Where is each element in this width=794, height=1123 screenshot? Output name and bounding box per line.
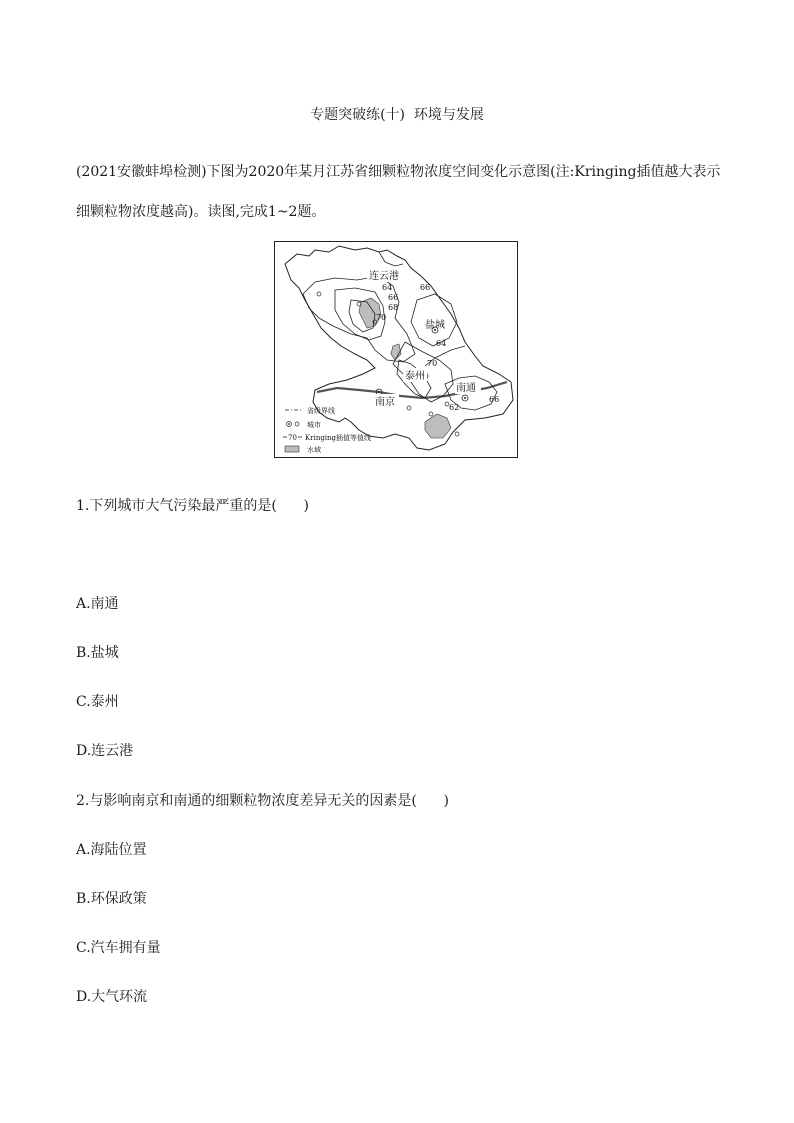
- question-1-option-a[interactable]: A.南通: [76, 596, 119, 612]
- contour-label: 62: [449, 403, 460, 412]
- question-1-option-b[interactable]: B.盐城: [76, 645, 119, 661]
- city-marker-nantong: [462, 395, 468, 401]
- question-1-option-c[interactable]: C.泰州: [76, 694, 119, 710]
- city-label-nantong: 南通: [456, 383, 476, 394]
- page-title: 专题突破练(十) 环境与发展: [310, 107, 484, 123]
- intro-paragraph: (2021安徽蚌埠检测)下图为2020年某月江苏省细颗粒物浓度空间变化示意图(注:Kringing插值越大表示细颗粒物浓度越高)。读图,完成1~2题。: [76, 164, 721, 220]
- question-2-option-a[interactable]: A.海陆位置: [76, 842, 147, 858]
- contour-label: 66: [489, 395, 500, 404]
- city-label-lianyungang: 连云港: [369, 271, 399, 282]
- city-label-yancheng: 盐城: [425, 320, 445, 331]
- city-label-taizhou: 泰州: [405, 371, 425, 382]
- contour-label: 64: [436, 339, 447, 348]
- contour-label: 66: [420, 283, 431, 292]
- contour-label: 70: [376, 313, 387, 322]
- question-2-option-b[interactable]: B.环保政策: [76, 891, 147, 907]
- jiangsu-pm-map: [274, 241, 518, 458]
- legend-contour-label: Kringing插值等值线: [305, 434, 372, 442]
- legend-city-label: 城市: [307, 421, 321, 429]
- map-legend: [283, 406, 371, 454]
- legend-contour-value: 70: [288, 434, 297, 442]
- question-1-option-d[interactable]: D.连云港: [76, 743, 134, 759]
- contour-label: 64: [382, 283, 393, 292]
- contour-label: 66: [388, 293, 399, 302]
- legend-water-symbol: [285, 446, 299, 452]
- question-2-option-d[interactable]: D.大气环流: [76, 989, 148, 1005]
- town-dot: [317, 292, 321, 296]
- city-label-nanjing: 南京: [375, 397, 395, 408]
- legend-water-label: 水域: [307, 446, 321, 454]
- legend-boundary-label: 省级界线: [307, 407, 335, 415]
- lake-taihu: [425, 414, 451, 438]
- question-2-stem: 2.与影响南京和南通的细颗粒物浓度差异无关的因素是( ): [76, 793, 449, 809]
- town-dot: [455, 432, 459, 436]
- contour-label: 70: [427, 359, 438, 368]
- question-1-stem: 1.下列城市大气污染最严重的是( ): [76, 498, 309, 514]
- coast-detail: [379, 252, 403, 266]
- town-dot: [429, 412, 433, 416]
- town-dot: [407, 406, 411, 410]
- contour-label: 68: [388, 303, 399, 312]
- question-2-option-c[interactable]: C.汽车拥有量: [76, 940, 161, 956]
